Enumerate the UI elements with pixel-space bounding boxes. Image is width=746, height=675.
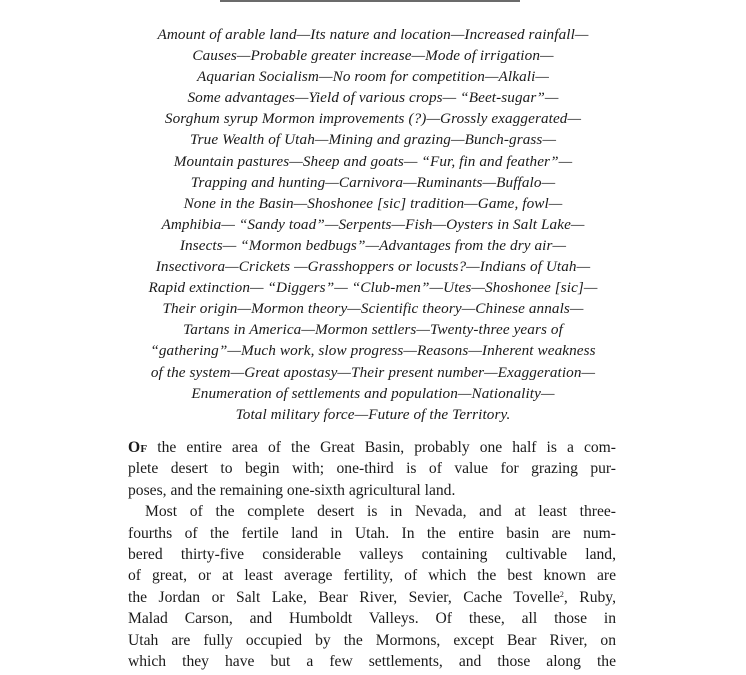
synopsis-line: Tartans in America—Mormon settlers—Twenty-three years of — [183, 321, 563, 339]
header-rule — [220, 0, 520, 2]
body-line — [128, 437, 616, 458]
body-line: plete desert to begin with; one-third is of value for grazing pur- — [128, 460, 616, 478]
synopsis-line: None in the Basin—Shoshonee [sic] tradition—Game, fowl— — [183, 194, 563, 212]
body-line: poses, and the remaining one-sixth agricultural land. — [128, 481, 456, 499]
synopsis-line: Rapid extinction— “Diggers”— “Club-men”—Utes—Shoshonee [sic]— — [148, 279, 598, 297]
body-line: fourths of the fertile land in Utah. In the entire basin are num- — [128, 524, 616, 542]
synopsis-line: Sorghum syrup Mormon improvements (?)—Grossly exaggerated— — [164, 110, 582, 128]
synopsis-line: Total military force—Future of the Territory. — [235, 405, 511, 423]
chapter-synopsis — [100, 24, 646, 425]
synopsis-line: Insects— “Mormon bedbugs”—Advantages from the dry air— — [179, 236, 567, 254]
body-line: Malad Carson, and Humboldt Valleys. Of these, all those in — [128, 610, 616, 628]
body-line: Most of the complete desert is in Nevada, and at least three- — [145, 503, 616, 521]
synopsis-line: Amphibia— “Sandy toad”—Serpents—Fish—Oysters in Salt Lake— — [161, 215, 585, 233]
synopsis-line: Enumeration of settlements and population—Nationality— — [191, 384, 555, 402]
footnote-marker[interactable]: 2 — [559, 589, 564, 599]
synopsis-line: Their origin—Mormon theory—Scientific theory—Chinese annals— — [162, 300, 584, 318]
paragraph-1 — [128, 437, 616, 501]
synopsis-line: Trapping and hunting—Carnivora—Ruminants—Buffalo— — [190, 173, 556, 191]
body-line — [128, 587, 616, 608]
body-line: Utah are fully occupied by the Mormons, except Bear River, on — [128, 631, 616, 649]
synopsis-line: True Wealth of Utah—Mining and grazing—Bunch-grass— — [189, 131, 557, 149]
body-line: which they have but a few settlements, and those along the — [128, 653, 616, 671]
body-line: of great, or at least average fertility, of which the best known are — [128, 567, 616, 585]
paragraph-2 — [128, 501, 616, 672]
body-line-text: the entire area of the Great Basin, probably one half is a com- — [147, 439, 616, 456]
body-line: bered thirty-five considerable valleys containing cultivable land, — [128, 546, 616, 564]
body-line-text: the Jordan or Salt Lake, Bear River, Sevier, Cache Tovelle — [128, 588, 560, 606]
synopsis-line: Amount of arable land—Its nature and location—Increased rainfall— — [157, 26, 589, 43]
synopsis-line: Some advantages—Yield of various crops— “Beet-sugar”— — [187, 89, 559, 107]
synopsis-line: of the system—Great apostasy—Their present number—Exaggeration— — [150, 363, 596, 381]
synopsis-line: Insectivora—Crickets —Grasshoppers or locusts?—Indians of Utah— — [155, 258, 591, 276]
body-text — [128, 437, 616, 672]
synopsis-line: “gathering”—Much work, slow progress—Reasons—Inherent weakness — [150, 342, 596, 360]
synopsis-line: Aquarian Socialism—No room for competition—Alkali— — [196, 68, 550, 86]
body-line-text: , Ruby, — [563, 588, 616, 606]
synopsis-line: Causes—Probable greater increase—Mode of irrigation— — [192, 47, 554, 65]
synopsis-line: Mountain pastures—Sheep and goats— “Fur, fin and feather”— — [173, 152, 573, 170]
drop-cap: Of — [128, 439, 148, 456]
